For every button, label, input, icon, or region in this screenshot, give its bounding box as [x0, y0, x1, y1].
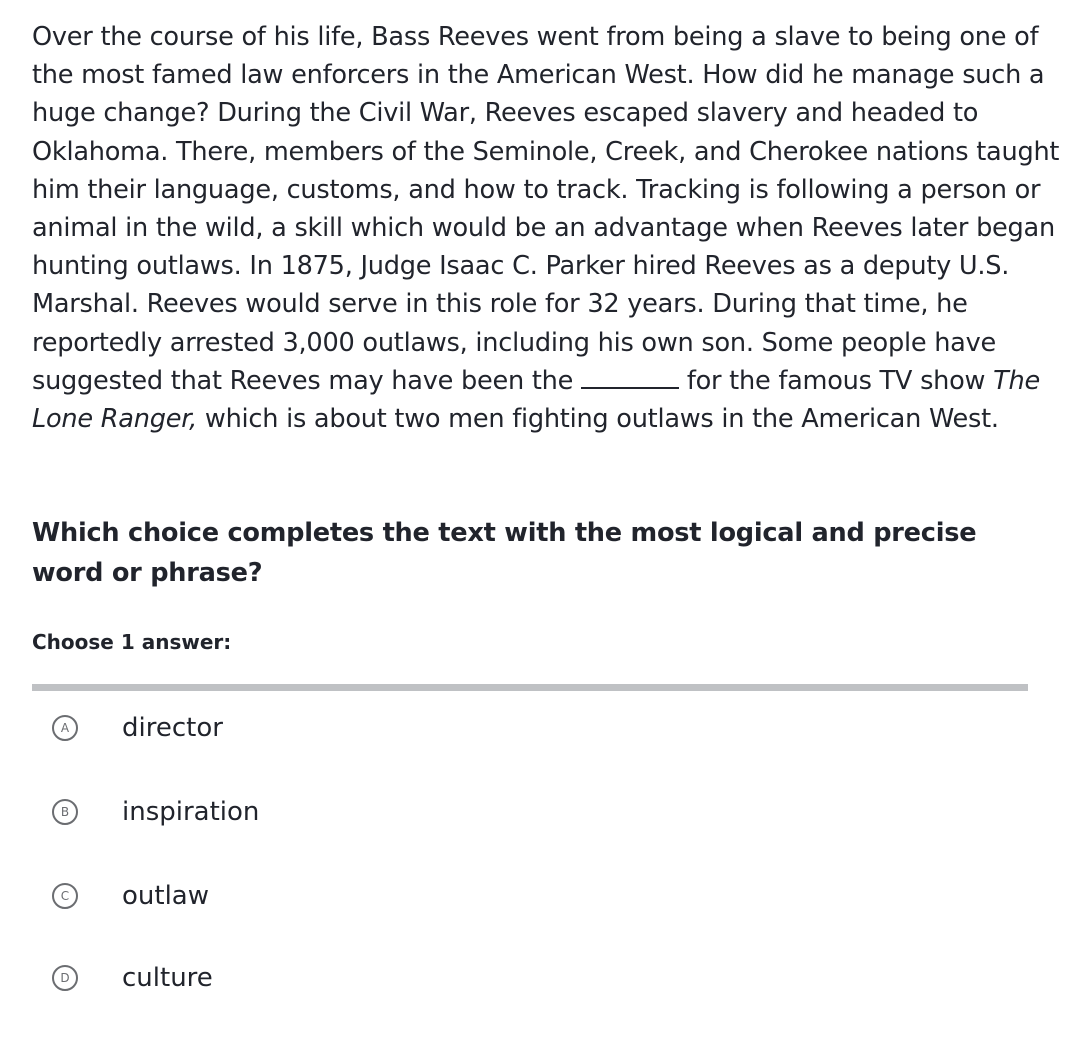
choice-a-label: director: [122, 713, 223, 743]
passage-text: [32, 18, 1062, 438]
choice-c-letter-circle: C: [52, 883, 78, 909]
answer-blank: [581, 365, 679, 389]
choice-c[interactable]: [52, 876, 209, 916]
choose-instruction: Choose 1 answer:: [32, 630, 232, 654]
show-title: The Lone Ranger,: [32, 365, 1040, 435]
passage-after-blank: for the famous TV show: [686, 365, 986, 396]
passage-before-blank: Over the course of his life, Bass Reeves went from being a slave to being one of the most famed law enforcers in the American West. How did he manage such a huge change? During the Civil War, Reeves escaped slavery and headed to Oklahoma. There, members of the Seminole, Creek, and Cherokee nations taught him their language, customs, and how to track. Tracking is following a person or animal in the wild, a skill which would be an advantage when Reeves later began hunting outlaws. In 1875, Judge Isaac C. Parker hired Reeves as a deputy U.S. Marshal. Reeves would serve in this role for 32 years. During that time, he reportedly arrested 3,000 outlaws, including his own son. Some people have suggested that Reeves may have been the: [32, 22, 1060, 396]
choice-d[interactable]: [52, 958, 213, 998]
divider: [32, 684, 1028, 691]
choice-b-letter-circle: B: [52, 799, 78, 825]
choice-c-label: outlaw: [122, 881, 210, 911]
choice-a-letter-circle: A: [52, 715, 78, 741]
choice-a[interactable]: [52, 708, 223, 748]
choice-d-letter-circle: D: [52, 965, 78, 991]
choice-b[interactable]: [52, 792, 259, 832]
choice-b-label: inspiration: [122, 797, 260, 827]
passage-end: which is about two men fighting outlaws in the American West.: [204, 404, 999, 435]
question-prompt: Which choice completes the text with the most logical and precise word or phrase?: [32, 518, 977, 588]
choice-d-label: culture: [122, 963, 213, 993]
